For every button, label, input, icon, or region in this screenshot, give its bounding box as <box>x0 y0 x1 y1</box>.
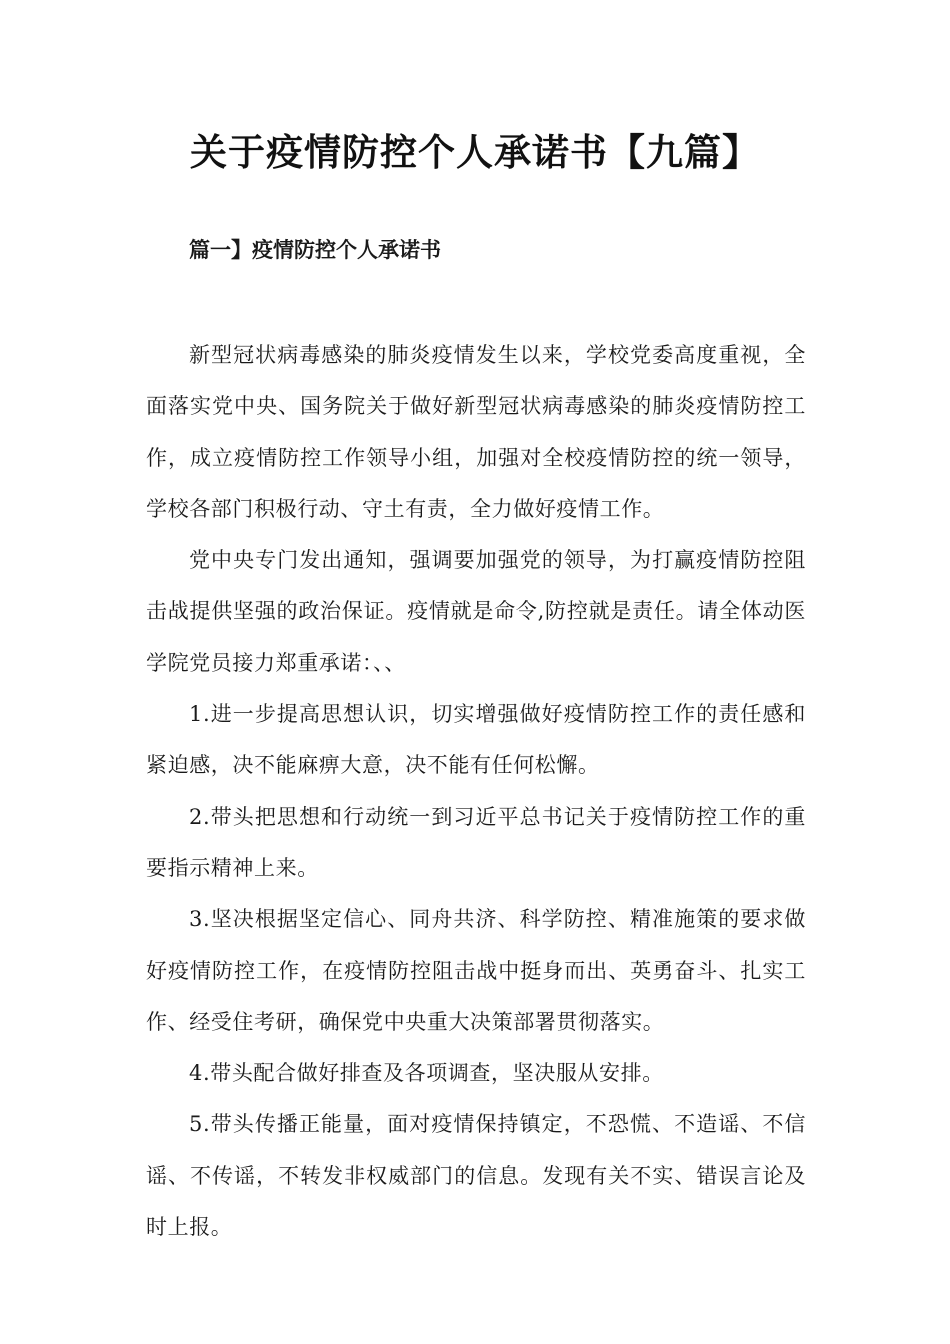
section-heading: 篇一】疫情防控个人承诺书 <box>189 237 441 262</box>
list-item: 1.进一步提高思想认识，切实增强做好疫情防控工作的责任感和紧迫感，决不能麻痹大意，决不能有任何松懈。 <box>146 702 806 778</box>
paragraph: 党中央专门发出通知，强调要加强党的领导，为打赢疫情防控阻击战提供坚强的政治保证。疫情就是命令,防控就是责任。请全体动医学院党员接力郑重承诺：、、 <box>146 548 806 675</box>
list-item: 2.带头把思想和行动统一到习近平总书记关于疫情防控工作的重要指示精神上来。 <box>146 804 806 880</box>
document-title: 关于疫情防控个人承诺书【九篇】 <box>190 131 760 174</box>
paragraph: 新型冠状病毒感染的肺炎疫情发生以来，学校党委高度重视，全面落实党中央、国务院关于做好新型冠状病毒感染的肺炎疫情防控工作，成立疫情防控工作领导小组，加强对全校疫情防控的统一领导，学校各部门积极行动、守土有责，全力做好疫情工作。 <box>146 343 806 521</box>
body-text <box>146 330 806 1253</box>
list-item: 5.带头传播正能量，面对疫情保持镇定，不恐慌、不造谣、不信谣、不传谣，不转发非权威部门的信息。发现有关不实、错误言论及时上报。 <box>146 1112 806 1240</box>
list-item: 3.坚决根据坚定信心、同舟共济、科学防控、精准施策的要求做好疫情防控工作，在疫情防控阻击战中挺身而出、英勇奋斗、扎实工作、经受住考研，确保党中央重大决策部署贯彻落实。 <box>146 907 806 1034</box>
list-item: 4.带头配合做好排查及各项调查，坚决服从安排。 <box>189 1061 664 1086</box>
